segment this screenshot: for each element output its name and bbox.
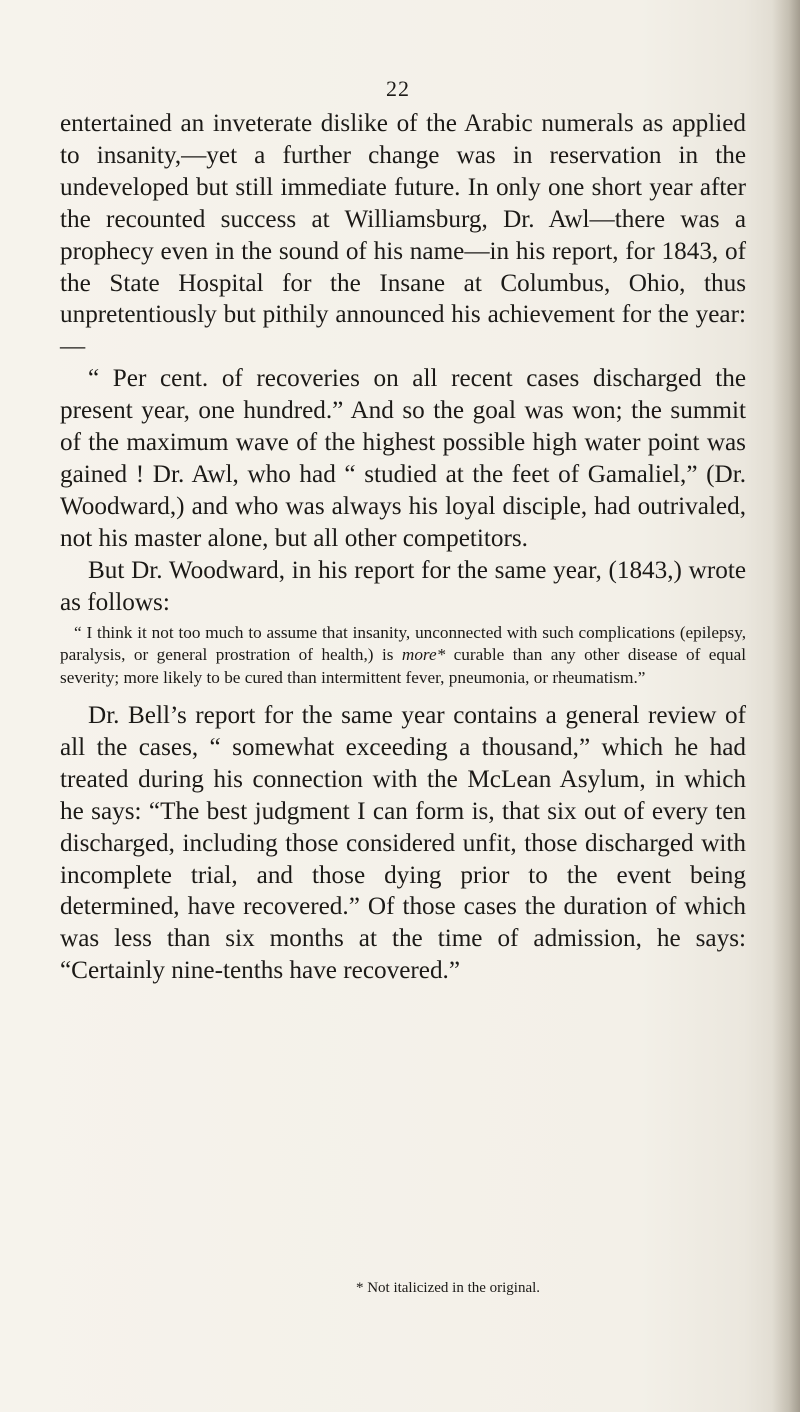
paragraph-3: But Dr. Woodward, in his report for the same year, (1843,) wrote as follows: <box>60 556 746 616</box>
body-text <box>60 108 746 987</box>
page-number: 22 <box>386 76 410 101</box>
paragraph-2: “ Per cent. of recoveries on all recent cases discharged the present year, one hundred.” And so the goal was won; the summit of the maximum wave of the highest possible high water point was gained ! Dr. Awl, who had “ studied at the feet of Gamaliel,” (Dr. Woodward,) and who was always his loyal disciple, had outrivaled, not his master alone, but all other competitors. <box>60 365 746 552</box>
footnote: * Not italicized in the original. <box>355 1280 541 1296</box>
quote-text-after: curable than any other disease of equal severity; more likely to be cured than intermittent fever, pneumonia, or rheumatism.” <box>60 645 747 687</box>
block-quote <box>60 622 746 690</box>
paragraph-4: Dr. Bell’s report for the same year contains a general review of all the cases, “ somewhat exceeding a thousand,” which he had treated during his connection with the McLean Asylum, in which he says: “The best judgment I can form is, that six out of every ten discharged, including those considered unfit, those discharged with incomplete trial, and those dying prior to the event being determined, have recovered.” Of those cases the duration of which was less than six months at the time of admission, he says: “Certainly nine-tenths have recovered.” <box>60 702 746 985</box>
paragraph-1: entertained an inveterate dislike of the Arabic numerals as applied to insanity,—yet a further change was in reservation in the undeveloped but still immediate future. In only one short year after the recounted success at Williamsburg, Dr. Awl—there was a prophecy even in the sound of his name—in his report, for 1843, of the State Hospital for the Insane at Columbus, Ohio, thus unpretentiously but pithily announced his achievement for the year:— <box>60 110 746 361</box>
quote-italic-word: more* <box>401 645 446 664</box>
page-spine-shadow <box>772 0 800 1412</box>
quote-text-before: “ I think it not too much to assume that insanity, unconnected with such complications (epilepsy, paralysis, or general prostration of health,) is <box>60 622 746 664</box>
